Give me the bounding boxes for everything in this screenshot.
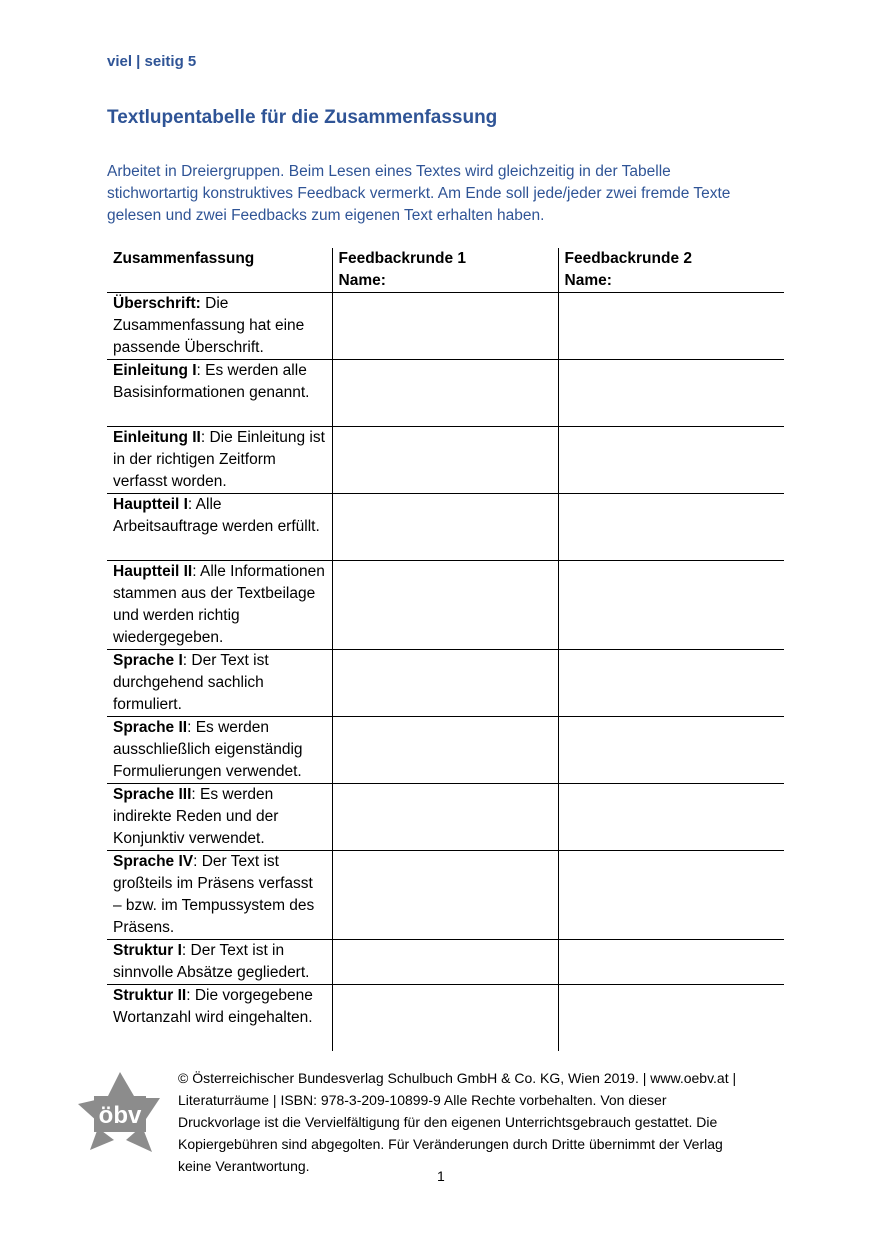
- page-number: 1: [437, 1168, 445, 1184]
- footer-line: Literaturräume | ISBN: 978-3-209-10899-9 Alle Rechte vorbehalten. Von dieser: [178, 1092, 667, 1108]
- feedback-round-2-cell[interactable]: [558, 650, 784, 717]
- criterion-cell: [107, 784, 332, 851]
- header-round-1-name-label: Name:: [338, 272, 386, 289]
- feedback-round-2-cell[interactable]: [558, 293, 784, 360]
- criterion-label: Sprache II: [113, 719, 188, 736]
- intro-paragraph: [107, 161, 797, 227]
- feedback-round-2-cell[interactable]: [558, 784, 784, 851]
- table-row: [107, 427, 784, 494]
- header-round-2-name-label: Name:: [564, 272, 612, 289]
- header-summary: [107, 248, 332, 293]
- feedback-round-1-cell[interactable]: [332, 293, 558, 360]
- criterion-label: Sprache I: [113, 652, 183, 669]
- feedback-round-1-cell[interactable]: [332, 650, 558, 717]
- footer-copyright: [178, 1067, 788, 1177]
- oebv-logo: [74, 1068, 166, 1160]
- criterion-text: Die Zusammenfassung hat eine passende Überschrift.: [113, 295, 305, 356]
- criterion-cell: [107, 427, 332, 494]
- table-row: [107, 985, 784, 1052]
- table-row: [107, 360, 784, 427]
- header-round-2-label: Feedbackrunde 2: [564, 250, 692, 267]
- feedback-round-2-cell[interactable]: [558, 494, 784, 561]
- criterion-text: : Der Text ist durchgehend sachlich formuliert.: [113, 652, 269, 713]
- header-feedback-round-1: [332, 248, 558, 293]
- criterion-text: : Alle Arbeitsauftrage werden erfüllt.: [113, 496, 320, 535]
- table-row: [107, 784, 784, 851]
- intro-line: Arbeitet in Dreiergruppen. Beim Lesen eines Textes wird gleichzeitig in der Tabelle: [107, 163, 671, 180]
- criterion-cell: [107, 851, 332, 940]
- criterion-label: Überschrift:: [113, 295, 201, 312]
- criterion-cell: [107, 717, 332, 784]
- intro-line: gelesen und zwei Feedbacks zum eigenen Text erhalten haben.: [107, 207, 545, 224]
- criterion-text: : Die vorgegebene Wortanzahl wird eingehalten.: [113, 987, 313, 1026]
- criterion-label: Struktur II: [113, 987, 187, 1004]
- criterion-cell: [107, 293, 332, 360]
- table-row: [107, 561, 784, 650]
- logo-star-arm: [108, 1072, 134, 1096]
- table-row: [107, 494, 784, 561]
- feedback-round-1-cell[interactable]: [332, 494, 558, 561]
- header-brand: viel | seitig 5: [107, 53, 197, 70]
- header-round-1-label: Feedbackrunde 1: [338, 250, 466, 267]
- criterion-label: Einleitung I: [113, 362, 197, 379]
- criterion-cell: [107, 561, 332, 650]
- feedback-round-2-cell[interactable]: [558, 717, 784, 784]
- page-title: Textlupentabelle für die Zusammenfassung: [107, 107, 498, 128]
- table-row: [107, 940, 784, 985]
- footer-line: Kopiergebühren sind abgegolten. Für Veränderungen durch Dritte übernimmt der Verlag: [178, 1136, 723, 1152]
- header-feedback-round-2: [558, 248, 784, 293]
- feedback-round-2-cell[interactable]: [558, 851, 784, 940]
- criterion-text: : Es werden ausschließlich eigenständig Formulierungen verwendet.: [113, 719, 303, 780]
- criterion-label: Sprache IV: [113, 853, 194, 870]
- criterion-text: : Es werden indirekte Reden und der Konjunktiv verwendet.: [113, 786, 279, 847]
- footer-line: Druckvorlage ist die Vervielfältigung für den eigenen Unterrichtsgebrauch gestattet. Die: [178, 1114, 718, 1130]
- feedback-round-1-cell[interactable]: [332, 427, 558, 494]
- table-row: [107, 650, 784, 717]
- footer-line: © Österreichischer Bundesverlag Schulbuch GmbH & Co. KG, Wien 2019. | www.oebv.at |: [178, 1070, 737, 1086]
- footer-line: keine Verantwortung.: [178, 1158, 310, 1174]
- criterion-label: Hauptteil II: [113, 563, 193, 580]
- feedback-table: [107, 248, 784, 1051]
- criterion-label: Struktur I: [113, 942, 182, 959]
- criterion-cell: [107, 985, 332, 1052]
- criterion-cell: [107, 494, 332, 561]
- feedback-round-2-cell[interactable]: [558, 985, 784, 1052]
- feedback-round-1-cell[interactable]: [332, 561, 558, 650]
- criterion-text: : Es werden alle Basisinformationen genannt.: [113, 362, 310, 401]
- table-row: [107, 851, 784, 940]
- header-summary-label: Zusammenfassung: [113, 250, 255, 267]
- criterion-text: : Die Einleitung ist in der richtigen Zeitform verfasst worden.: [113, 429, 325, 490]
- criterion-label: Sprache III: [113, 786, 192, 803]
- feedback-round-2-cell[interactable]: [558, 427, 784, 494]
- table-row: [107, 293, 784, 360]
- feedback-round-2-cell[interactable]: [558, 940, 784, 985]
- feedback-round-1-cell[interactable]: [332, 940, 558, 985]
- feedback-round-1-cell[interactable]: [332, 985, 558, 1052]
- criterion-text: : Der Text ist großteils im Präsens verfasst – bzw. im Tempussystem des Präsens.: [113, 853, 315, 936]
- criterion-label: Einleitung II: [113, 429, 201, 446]
- feedback-round-2-cell[interactable]: [558, 561, 784, 650]
- criterion-text: : Alle Informationen stammen aus der Textbeilage und werden richtig wiedergegeben.: [113, 563, 325, 646]
- criterion-label: Hauptteil I: [113, 496, 188, 513]
- criterion-cell: [107, 650, 332, 717]
- intro-line: stichwortartig konstruktives Feedback vermerkt. Am Ende soll jede/jeder zwei fremde Texte: [107, 185, 731, 202]
- table-header-row: [107, 248, 784, 293]
- feedback-round-2-cell[interactable]: [558, 360, 784, 427]
- feedback-round-1-cell[interactable]: [332, 360, 558, 427]
- criterion-text: : Der Text ist in sinnvolle Absätze gegliedert.: [113, 942, 310, 981]
- logo-text: öbv: [98, 1102, 142, 1129]
- table-row: [107, 717, 784, 784]
- criterion-cell: [107, 940, 332, 985]
- feedback-round-1-cell[interactable]: [332, 717, 558, 784]
- criterion-cell: [107, 360, 332, 427]
- feedback-round-1-cell[interactable]: [332, 784, 558, 851]
- feedback-round-1-cell[interactable]: [332, 851, 558, 940]
